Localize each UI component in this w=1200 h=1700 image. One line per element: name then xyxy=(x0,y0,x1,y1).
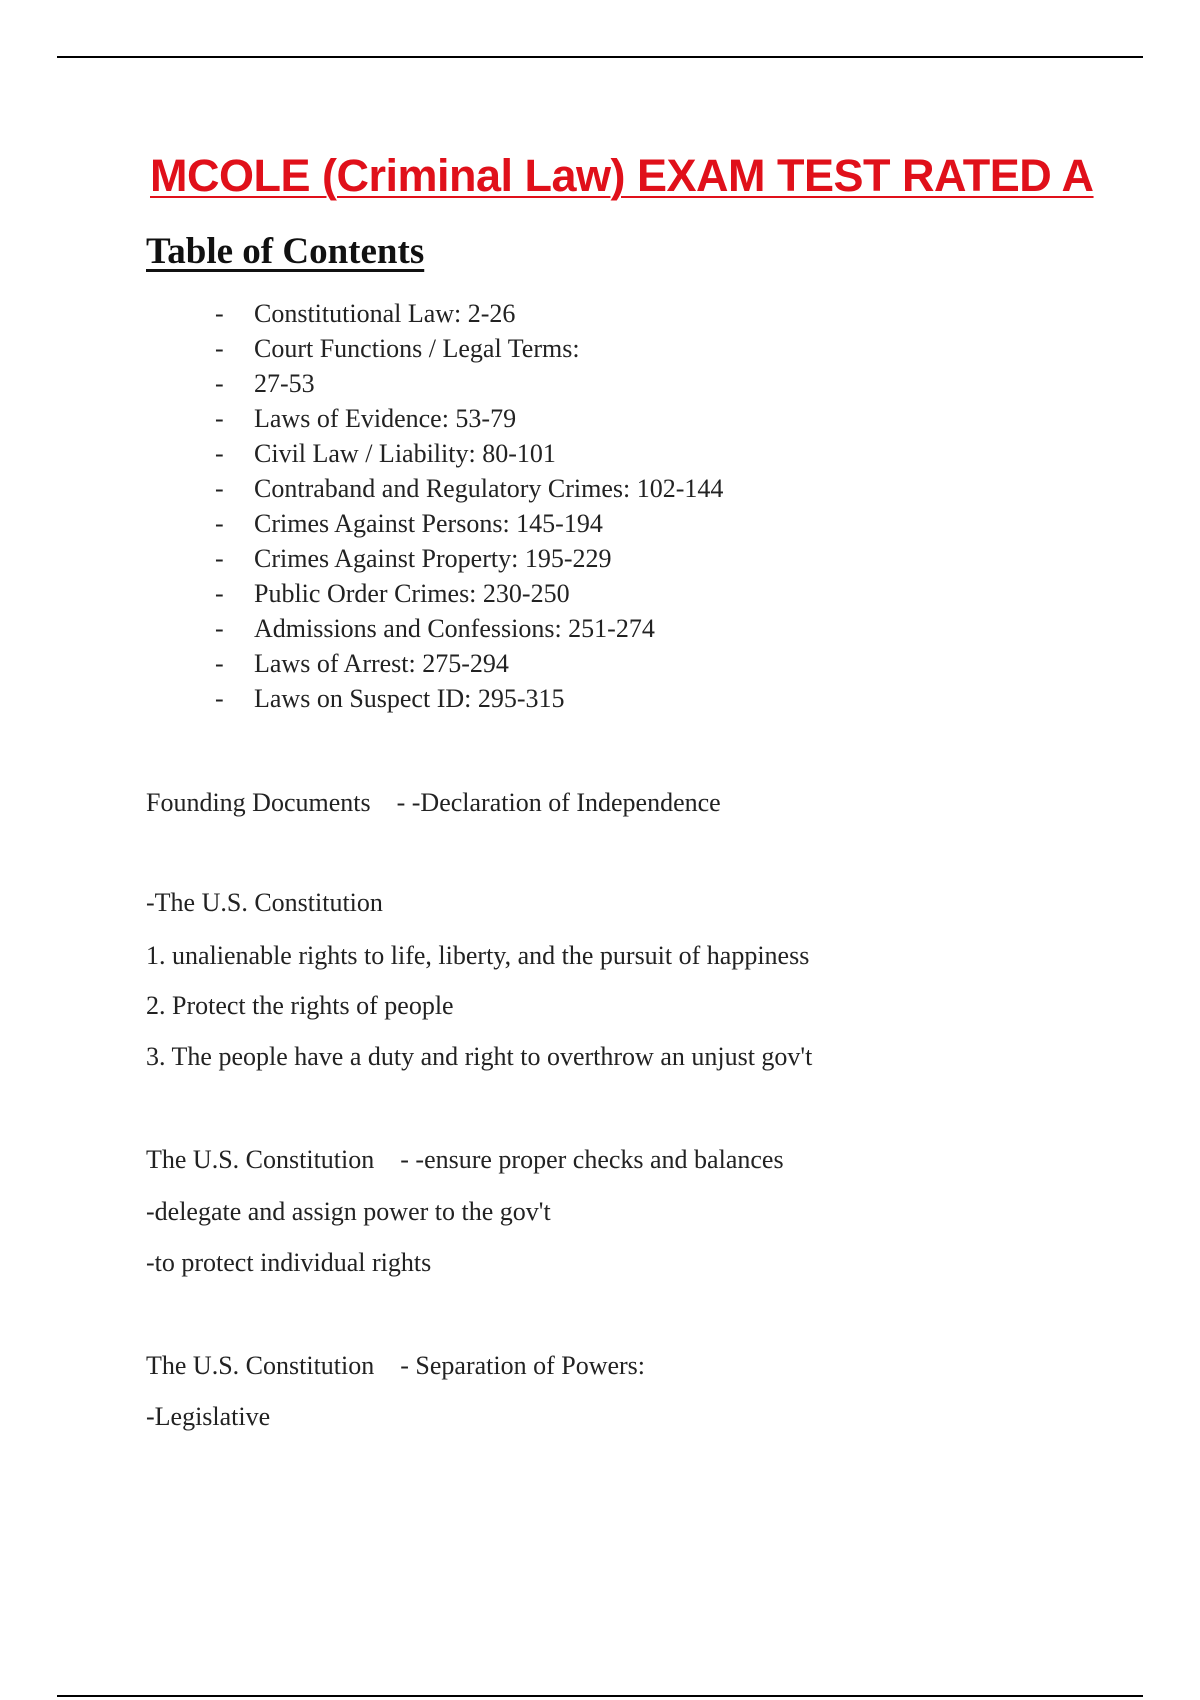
toc-item-label: Court Functions / Legal Terms: xyxy=(254,334,580,363)
toc-item xyxy=(215,611,723,646)
toc-item xyxy=(215,331,723,366)
toc-item-label: Civil Law / Liability: 80-101 xyxy=(254,439,556,468)
toc-item-label: Crimes Against Property: 195-229 xyxy=(254,544,612,573)
card-line xyxy=(146,786,721,820)
document-title: MCOLE (Criminal Law) EXAM TEST RATED A xyxy=(150,150,1094,201)
card-line: -Legislative xyxy=(146,1402,271,1431)
card-line xyxy=(146,1143,784,1177)
toc-bullet: - xyxy=(215,299,224,328)
toc-bullet: - xyxy=(215,439,224,468)
toc-bullet: - xyxy=(215,474,224,503)
card-term: Founding Documents xyxy=(146,788,371,817)
toc-item xyxy=(215,401,723,436)
toc-list xyxy=(215,296,723,716)
toc-item-label: Public Order Crimes: 230-250 xyxy=(254,579,570,608)
toc-item xyxy=(215,541,723,576)
toc-item xyxy=(215,681,723,716)
toc-item xyxy=(215,366,723,401)
card-definition: - -ensure proper checks and balances xyxy=(400,1145,784,1174)
toc-item-label: 27-53 xyxy=(254,369,315,398)
top-rule xyxy=(57,56,1143,58)
toc-item xyxy=(215,576,723,611)
toc-item xyxy=(215,471,723,506)
toc-bullet: - xyxy=(215,544,224,573)
card-term: The U.S. Constitution xyxy=(146,1145,375,1174)
toc-item xyxy=(215,436,723,471)
toc-item-label: Crimes Against Persons: 145-194 xyxy=(254,509,603,538)
toc-bullet: - xyxy=(215,614,224,643)
toc-bullet: - xyxy=(215,649,224,678)
toc-item-label: Laws of Evidence: 53-79 xyxy=(254,404,517,433)
toc-bullet: - xyxy=(215,404,224,433)
card-line xyxy=(146,1349,645,1383)
toc-bullet: - xyxy=(215,369,224,398)
toc-item-label: Admissions and Confessions: 251-274 xyxy=(254,614,655,643)
toc-bullet: - xyxy=(215,579,224,608)
toc-item xyxy=(215,506,723,541)
card-definition: - Separation of Powers: xyxy=(400,1351,646,1380)
bottom-rule xyxy=(57,1695,1143,1697)
card-definition: - -Declaration of Independence xyxy=(396,788,721,817)
toc-item-label: Contraband and Regulatory Crimes: 102-144 xyxy=(254,474,724,503)
toc-bullet: - xyxy=(215,334,224,363)
toc-item-label: Laws on Suspect ID: 295-315 xyxy=(254,684,565,713)
toc-bullet: - xyxy=(215,684,224,713)
toc-item-label: Laws of Arrest: 275-294 xyxy=(254,649,509,678)
toc-item-label: Constitutional Law: 2-26 xyxy=(254,299,516,328)
toc-item xyxy=(215,296,723,331)
card-line: 3. The people have a duty and right to overthrow an unjust gov't xyxy=(146,1042,813,1071)
card-line: 1. unalienable rights to life, liberty, and the pursuit of happiness xyxy=(146,941,810,970)
card-line: 2. Protect the rights of people xyxy=(146,991,454,1020)
toc-heading: Table of Contents xyxy=(146,231,425,272)
card-line: -The U.S. Constitution xyxy=(146,888,383,917)
card-term: The U.S. Constitution xyxy=(146,1351,375,1380)
toc-item xyxy=(215,646,723,681)
card-line: -to protect individual rights xyxy=(146,1248,432,1277)
card-line: -delegate and assign power to the gov't xyxy=(146,1197,551,1226)
toc-bullet: - xyxy=(215,509,224,538)
